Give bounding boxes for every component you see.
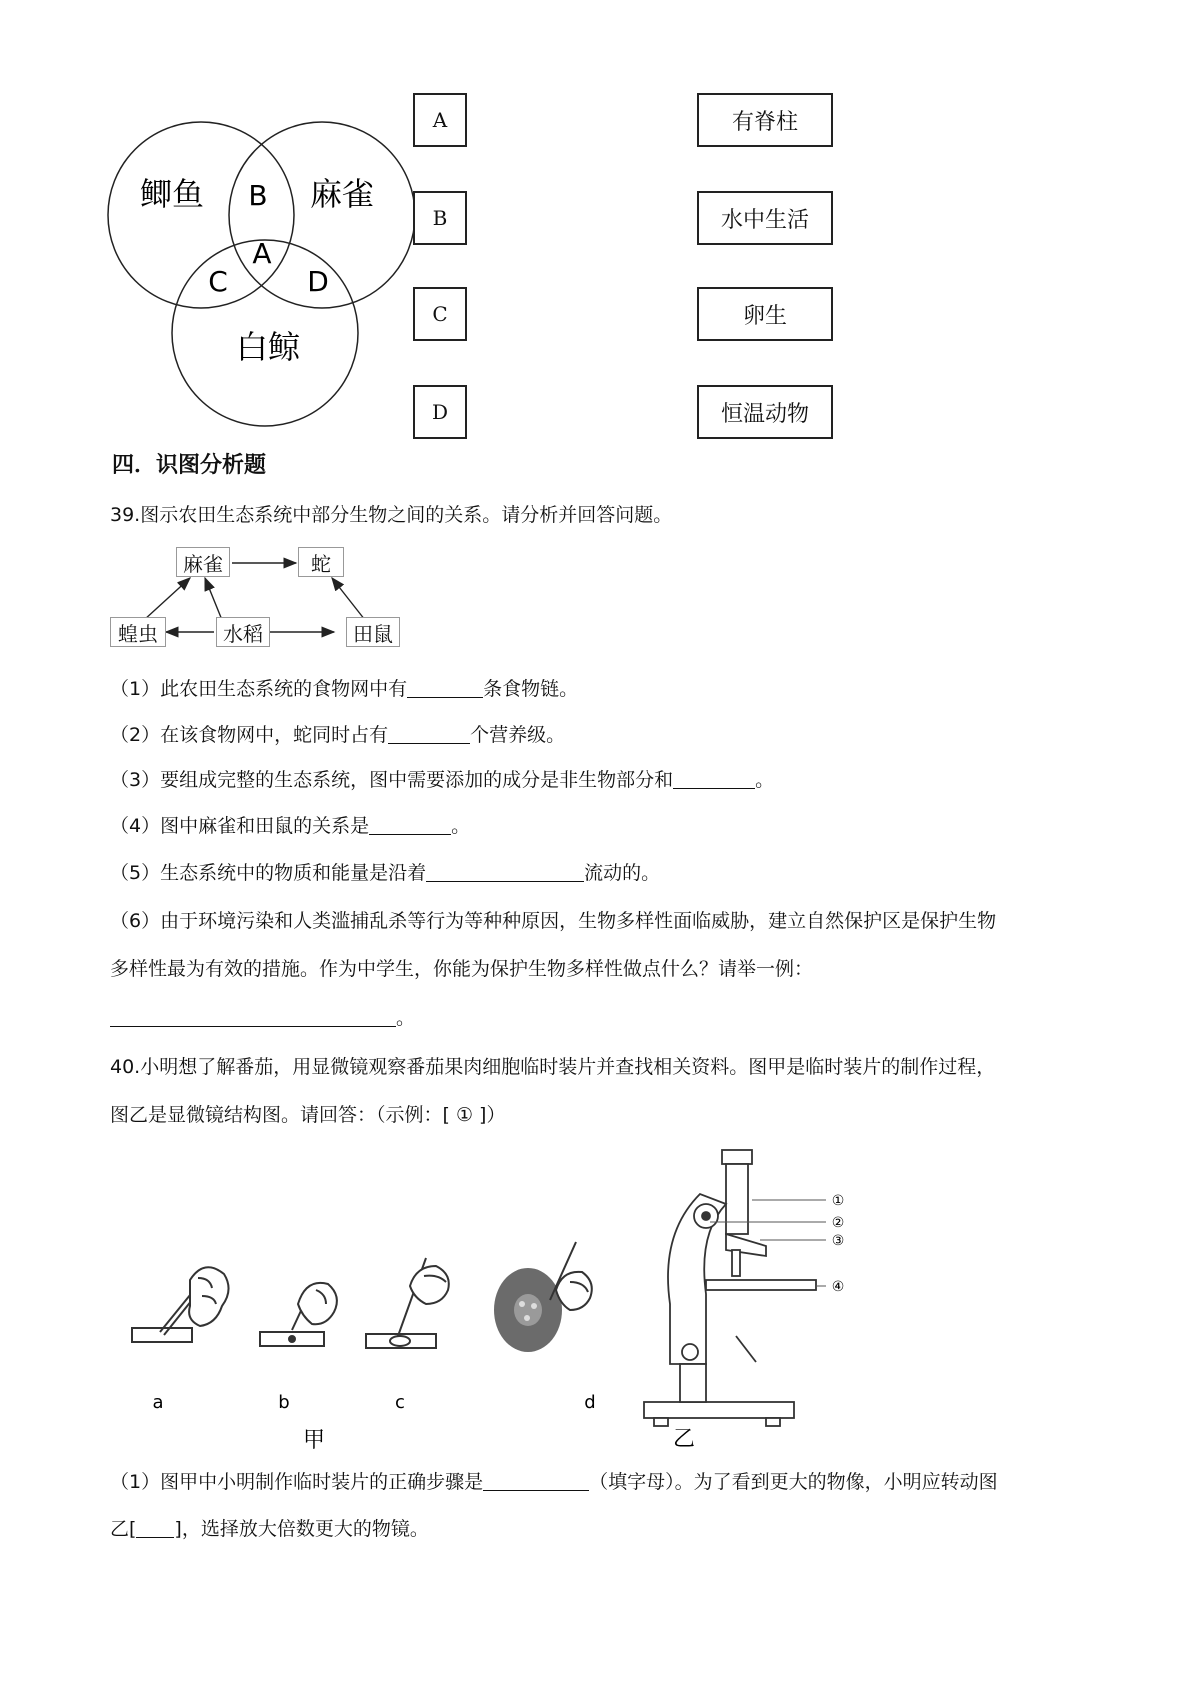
q40-part1-line2: [110, 1515, 429, 1543]
q39-part3-text: （3）要组成完整的生态系统，图中需要添加的成分是非生物部分和: [110, 769, 674, 791]
q40-part1-end: ]，选择放大倍数更大的物镜。: [174, 1518, 429, 1540]
q40-stem-line1: 40.小明想了解番茄，用显微镜观察番茄果肉细胞临时装片并查找相关资料。图甲是临时装片的制作过程，: [110, 1056, 996, 1078]
venn-label-sparrow: 麻雀: [309, 175, 375, 213]
venn-region-c: C: [208, 265, 228, 298]
q40-stem-line2: 图乙是显微镜结构图。请回答：（示例：[ ① ]）: [110, 1104, 506, 1126]
q39-part5-text: （5）生态系统中的物质和能量是沿着: [110, 862, 427, 884]
property-box-warm-blooded: 恒温动物: [697, 385, 833, 439]
q39-part6-line1: （6）由于环境污染和人类滥捕乱杀等行为等种种原因，生物多样性面临威胁，建立自然保护区是保护生物: [110, 910, 997, 932]
venn-region-d: D: [307, 265, 329, 298]
microscope-label-3: ③: [831, 1233, 845, 1249]
slide-preparation-figure: [120, 1240, 640, 1460]
food-web-node-field-mouse: 田鼠: [346, 617, 400, 647]
microscope-label-1: ①: [831, 1193, 845, 1209]
letter-box-a: A: [413, 93, 467, 147]
q39-part2-end: 个营养级。: [470, 724, 566, 746]
property-box-aquatic: 水中生活: [697, 191, 833, 245]
q39-part5-end: 流动的。: [584, 862, 661, 884]
step-d-illustration: [494, 1242, 592, 1352]
property-box-oviparous: 卵生: [697, 287, 833, 341]
microscope-label-4: ④: [831, 1279, 845, 1295]
microscope-figure: [640, 1140, 860, 1460]
step-label-a: a: [152, 1392, 164, 1413]
q39-part2-blank[interactable]: [388, 723, 470, 744]
q39-part6-blank[interactable]: [110, 1006, 396, 1027]
q39-part1-blank[interactable]: [407, 677, 483, 698]
q39-part6-line2: 多样性最为有效的措施。作为中学生，你能为保护生物多样性做点什么？请举一例：: [110, 958, 814, 980]
figure-yi-label: 乙: [672, 1427, 696, 1452]
letter-box-b: B: [413, 191, 467, 245]
q39-part1-text: （1）此农田生态系统的食物网中有: [110, 678, 408, 700]
q39-stem: 39.图示农田生态系统中部分生物之间的关系。请分析并回答问题。: [110, 504, 673, 526]
q40-part1-text: （1）图甲中小明制作临时装片的正确步骤是: [110, 1471, 484, 1493]
q39-part2: [110, 721, 565, 749]
microscope-label-2: ②: [831, 1215, 845, 1231]
letter-box-c: C: [413, 287, 467, 341]
section-heading: 四．识图分析题: [112, 453, 267, 478]
property-box-vertebra: 有脊柱: [697, 93, 833, 147]
microscope-tube: [726, 1164, 748, 1234]
step-label-d: d: [584, 1392, 596, 1413]
q39-part3: [110, 766, 774, 794]
q40-part1-text2: （填字母）。为了看到更大的物像，小明应转动图: [589, 1471, 998, 1493]
letter-box-d: D: [413, 385, 467, 439]
step-label-c: c: [395, 1392, 405, 1413]
microscope-base: [644, 1402, 794, 1418]
food-web-node-locust: 蝗虫: [110, 617, 166, 647]
figure-jia-label: 甲: [302, 1428, 326, 1453]
q39-part5-blank[interactable]: [426, 861, 584, 882]
step-b-illustration: [260, 1283, 337, 1346]
q39-part4-text: （4）图中麻雀和田鼠的关系是: [110, 815, 370, 837]
q39-part1-end: 条食物链。: [483, 678, 579, 700]
q39-part1: [110, 675, 578, 703]
q40-part1-bracket-open: 乙[: [110, 1518, 137, 1540]
venn-label-fish: 鲫鱼: [139, 175, 205, 213]
q39-part4-blank[interactable]: [369, 814, 451, 835]
q40-part1-blank-steps[interactable]: [483, 1470, 589, 1491]
q40-part1-blank-structure[interactable]: [136, 1517, 174, 1538]
q39-part3-blank[interactable]: [673, 768, 755, 789]
venn-label-whale: 白鲸: [235, 328, 301, 366]
microscope-eyepiece: [722, 1150, 752, 1164]
microscope-stage: [706, 1280, 816, 1290]
q39-part6-answer: [110, 1004, 415, 1032]
q39-part4: [110, 812, 470, 840]
venn-diagram: [100, 115, 420, 435]
step-c-illustration: [366, 1258, 449, 1348]
q40-part1-line1: [110, 1468, 998, 1496]
q39-part6-end: 。: [396, 1007, 416, 1029]
q39-part3-end: 。: [755, 769, 775, 791]
food-web-node-rice: 水稻: [216, 617, 270, 647]
venn-region-b: B: [248, 179, 268, 212]
q39-part5: [110, 859, 660, 887]
food-web-node-sparrow: 麻雀: [176, 547, 230, 577]
venn-region-a: A: [252, 237, 272, 270]
food-web-node-snake: 蛇: [298, 547, 344, 577]
step-a-illustration: [132, 1267, 229, 1342]
q39-part4-end: 。: [451, 815, 471, 837]
q39-part2-text: （2）在该食物网中，蛇同时占有: [110, 724, 389, 746]
microscope-fine-adjustment: [682, 1344, 698, 1360]
step-label-b: b: [278, 1392, 290, 1413]
